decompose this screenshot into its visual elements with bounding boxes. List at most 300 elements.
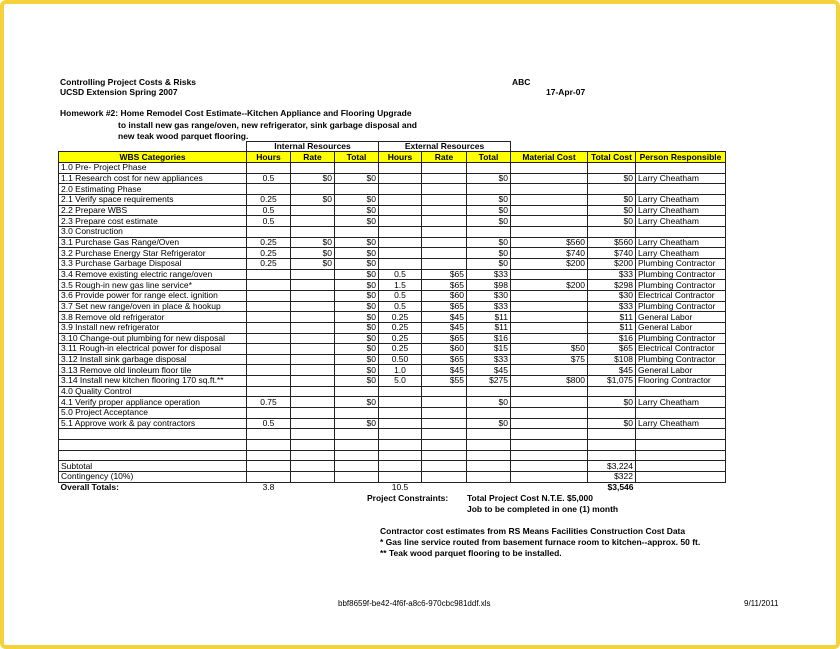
wbs-cell: 3.2 Purchase Energy Star Refrigerator	[59, 248, 247, 259]
total-cost-cell: $0	[588, 205, 636, 216]
external-rate-cell: $45	[422, 365, 467, 376]
table-row	[59, 333, 726, 344]
material-cost-cell	[511, 322, 588, 333]
external-total-cell: $15	[467, 344, 511, 355]
internal-rate-cell	[291, 376, 335, 387]
external-hours-cell	[379, 258, 422, 269]
total-cost-cell: $3,224	[588, 461, 636, 472]
person-responsible-cell	[636, 408, 726, 419]
wbs-cell: 3.9 Install new refrigerator	[59, 322, 247, 333]
external-rate-cell	[422, 386, 467, 397]
material-cost-cell	[511, 301, 588, 312]
internal-total-cell: $0	[335, 354, 379, 365]
internal-total-cell: $0	[335, 418, 379, 429]
wbs-cell: 1.1 Research cost for new appliances	[59, 173, 247, 184]
internal-hours-cell	[247, 354, 291, 365]
internal-rate-cell: $0	[291, 194, 335, 205]
person-responsible-cell: Plumbing Contractor	[636, 301, 726, 312]
material-cost-cell	[511, 269, 588, 280]
person-responsible-cell: Larry Cheatham	[636, 194, 726, 205]
material-cost-cell	[511, 472, 588, 483]
total-cost-cell: $0	[588, 397, 636, 408]
table-row	[59, 173, 726, 184]
external-hours-cell: 1.0	[379, 365, 422, 376]
internal-rate-cell	[291, 418, 335, 429]
internal-total-cell: $0	[335, 258, 379, 269]
internal-rate-cell	[291, 461, 335, 472]
external-hours-cell	[379, 173, 422, 184]
internal-hours-cell	[247, 269, 291, 280]
constraint-schedule: Job to be completed in one (1) month	[467, 504, 619, 514]
person-responsible-cell: Plumbing Contractor	[636, 333, 726, 344]
footer-print-date: 9/11/2011	[744, 599, 779, 608]
internal-hours-cell	[247, 226, 291, 237]
person-responsible-cell: Plumbing Contractor	[636, 269, 726, 280]
total-cost-cell	[588, 386, 636, 397]
internal-total-cell	[335, 461, 379, 472]
internal-total-cell	[335, 408, 379, 419]
material-cost-cell	[511, 408, 588, 419]
external-total-cell: $0	[467, 248, 511, 259]
internal-hours-cell: 0.25	[247, 237, 291, 248]
internal-total-cell	[335, 472, 379, 483]
external-total-cell	[467, 440, 511, 451]
external-hours-cell	[379, 248, 422, 259]
external-hours-cell	[379, 450, 422, 461]
external-hours-cell	[379, 205, 422, 216]
material-cost-cell	[511, 429, 588, 440]
external-hours-cell: 0.25	[379, 333, 422, 344]
external-total-cell: $275	[467, 376, 511, 387]
total-cost-cell: $16	[588, 333, 636, 344]
external-total-cell: $0	[467, 237, 511, 248]
external-rate-cell	[422, 440, 467, 451]
table-row	[59, 386, 726, 397]
person-responsible-cell: General Labor	[636, 365, 726, 376]
internal-rate-cell	[291, 226, 335, 237]
wbs-cell: 3.3 Purchase Garbage Disposal	[59, 258, 247, 269]
internal-rate-cell	[291, 408, 335, 419]
internal-hours-cell	[247, 365, 291, 376]
external-total-cell: $16	[467, 333, 511, 344]
total-cost-cell: $3,546	[607, 482, 634, 492]
total-cost-cell	[588, 440, 636, 451]
constraint-budget: Total Project Cost N.T.E. $5,000	[467, 493, 593, 503]
table-row	[59, 440, 726, 451]
internal-hours-cell: 0.25	[247, 194, 291, 205]
material-cost-cell: $740	[511, 248, 588, 259]
external-rate-cell: $60	[422, 344, 467, 355]
wbs-cell: Overall Totals:	[60, 482, 119, 492]
internal-hours-cell	[247, 163, 291, 174]
total-cost-cell: $33	[588, 301, 636, 312]
external-rate-cell: $45	[422, 312, 467, 323]
external-rate-cell: $65	[422, 301, 467, 312]
external-hours-cell	[379, 216, 422, 227]
wbs-cell: 2.2 Prepare WBS	[59, 205, 247, 216]
total-cost-cell: $0	[588, 194, 636, 205]
internal-hours-cell	[247, 333, 291, 344]
internal-rate-cell	[291, 269, 335, 280]
external-rate-cell: $45	[422, 322, 467, 333]
material-cost-cell	[511, 440, 588, 451]
total-cost-cell: $108	[588, 354, 636, 365]
total-cost-cell: $33	[588, 269, 636, 280]
external-hours-cell	[379, 184, 422, 195]
person-responsible-cell: Larry Cheatham	[636, 173, 726, 184]
external-rate-cell	[422, 472, 467, 483]
company-name: ABC	[512, 77, 531, 87]
wbs-cell: Contingency (10%)	[59, 472, 247, 483]
wbs-cell: 1.0 Pre- Project Phase	[59, 163, 247, 174]
column-header-external-rate: Rate	[422, 152, 467, 163]
external-hours-cell: 5.0	[379, 376, 422, 387]
external-total-cell: $0	[467, 194, 511, 205]
table-row	[59, 194, 726, 205]
table-row	[59, 418, 726, 429]
external-hours-cell	[379, 237, 422, 248]
course-term: UCSD Extension Spring 2007	[60, 87, 178, 97]
table-row	[59, 365, 726, 376]
internal-hours-cell	[247, 440, 291, 451]
external-hours-cell	[379, 418, 422, 429]
table-row	[59, 269, 726, 280]
internal-rate-cell: $0	[291, 248, 335, 259]
person-responsible-cell: Plumbing Contractor	[636, 354, 726, 365]
internal-hours-cell: 0.5	[247, 216, 291, 227]
material-cost-cell	[511, 194, 588, 205]
footnote-flooring: ** Teak wood parquet flooring to be installed.	[380, 548, 562, 558]
internal-total-cell: $0	[335, 216, 379, 227]
person-responsible-cell	[636, 482, 726, 492]
person-responsible-cell	[636, 163, 726, 174]
total-cost-cell: $0	[588, 418, 636, 429]
wbs-cell: 3.4 Remove existing electric range/oven	[59, 269, 247, 280]
external-hours-cell	[379, 226, 422, 237]
external-hours-cell	[379, 440, 422, 451]
external-hours-cell	[379, 408, 422, 419]
total-cost-cell: $30	[588, 290, 636, 301]
column-header-row	[59, 152, 726, 163]
external-total-cell	[467, 429, 511, 440]
external-hours-cell: 0.5	[379, 301, 422, 312]
internal-total-cell: $0	[335, 194, 379, 205]
external-rate-cell	[422, 461, 467, 472]
internal-total-cell: $0	[335, 205, 379, 216]
external-total-cell: $0	[467, 173, 511, 184]
internal-rate-cell: $0	[291, 237, 335, 248]
total-cost-cell: $65	[588, 344, 636, 355]
internal-hours-cell	[247, 429, 291, 440]
external-rate-cell	[422, 429, 467, 440]
material-cost-cell	[511, 418, 588, 429]
wbs-cell: 3.5 Rough-in new gas line service*	[59, 280, 247, 291]
material-cost-cell	[511, 216, 588, 227]
internal-rate-cell	[291, 482, 335, 492]
internal-hours-cell	[247, 386, 291, 397]
material-cost-cell	[511, 333, 588, 344]
person-responsible-cell: Larry Cheatham	[636, 248, 726, 259]
external-hours-cell	[379, 461, 422, 472]
wbs-cell: Subtotal	[59, 461, 247, 472]
document-date: 17-Apr-07	[546, 87, 586, 97]
table-row	[59, 205, 726, 216]
internal-rate-cell	[291, 333, 335, 344]
external-total-cell: $0	[467, 216, 511, 227]
total-cost-cell: $0	[588, 173, 636, 184]
internal-total-cell: $0	[335, 269, 379, 280]
internal-rate-cell	[291, 397, 335, 408]
material-cost-cell: $800	[511, 376, 588, 387]
material-cost-cell	[511, 386, 588, 397]
internal-hours-cell	[247, 450, 291, 461]
internal-total-cell: $0	[335, 376, 379, 387]
external-rate-cell	[422, 450, 467, 461]
internal-hours-cell	[247, 312, 291, 323]
column-header-material-cost: Material Cost	[511, 152, 588, 163]
external-total-cell	[467, 226, 511, 237]
internal-rate-cell	[291, 429, 335, 440]
external-rate-cell: $65	[422, 333, 467, 344]
internal-rate-cell: $0	[291, 258, 335, 269]
external-total-cell: $0	[467, 397, 511, 408]
internal-hours-cell	[247, 184, 291, 195]
internal-total-cell	[335, 226, 379, 237]
internal-total-cell: $0	[335, 290, 379, 301]
total-cost-cell: $740	[588, 248, 636, 259]
table-row	[59, 237, 726, 248]
external-total-cell	[467, 472, 511, 483]
footer-file-name: bbf8659f-be42-4f6f-a8c6-970cbc981ddf.xls	[338, 599, 491, 608]
internal-hours-cell	[247, 472, 291, 483]
internal-total-cell: $0	[335, 322, 379, 333]
internal-total-cell	[335, 429, 379, 440]
external-rate-cell: $65	[422, 280, 467, 291]
source-note: Contractor cost estimates from RS Means Facilities Construction Cost Data	[380, 526, 686, 536]
external-total-cell	[467, 163, 511, 174]
wbs-cell: 2.0 Estimating Phase	[59, 184, 247, 195]
external-rate-cell: $65	[422, 354, 467, 365]
material-cost-cell	[511, 450, 588, 461]
external-rate-cell	[422, 482, 467, 492]
internal-hours-cell	[247, 322, 291, 333]
column-header-total-cost: Total Cost	[588, 152, 636, 163]
total-cost-cell: $560	[588, 237, 636, 248]
external-rate-cell	[422, 237, 467, 248]
external-rate-cell	[422, 163, 467, 174]
total-cost-cell: $322	[588, 472, 636, 483]
external-total-cell	[467, 461, 511, 472]
external-total-cell: $98	[467, 280, 511, 291]
external-hours-cell: 0.5	[379, 269, 422, 280]
person-responsible-cell: Flooring Contractor	[636, 376, 726, 387]
wbs-cell: 2.3 Prepare cost estimate	[59, 216, 247, 227]
external-total-cell	[467, 408, 511, 419]
person-responsible-cell	[636, 472, 726, 483]
internal-total-cell: $0	[335, 333, 379, 344]
person-responsible-cell: Electrical Contractor	[636, 344, 726, 355]
external-rate-cell	[422, 258, 467, 269]
person-responsible-cell: Larry Cheatham	[636, 205, 726, 216]
external-total-cell	[467, 386, 511, 397]
column-header-wbs-categories: WBS Categories	[59, 152, 247, 163]
material-cost-cell	[511, 173, 588, 184]
internal-hours-cell: 3.8	[262, 482, 275, 492]
external-total-cell: $0	[467, 258, 511, 269]
internal-rate-cell	[291, 386, 335, 397]
wbs-cell: 3.13 Remove old linoleum floor tile	[59, 365, 247, 376]
footnote-gas-line: * Gas line service routed from basement furnace room to kitchen--approx. 50 ft.	[380, 537, 701, 547]
material-cost-cell	[511, 290, 588, 301]
wbs-cell: 3.0 Construction	[59, 226, 247, 237]
internal-hours-cell: 0.25	[247, 248, 291, 259]
total-cost-cell: $11	[588, 322, 636, 333]
external-rate-cell	[422, 248, 467, 259]
course-title: Controlling Project Costs & Risks	[60, 77, 197, 87]
material-cost-cell	[511, 461, 588, 472]
external-rate-cell	[422, 418, 467, 429]
external-hours-cell	[379, 386, 422, 397]
internal-rate-cell	[291, 365, 335, 376]
material-cost-cell	[511, 163, 588, 174]
internal-rate-cell	[291, 301, 335, 312]
table-row	[59, 397, 726, 408]
external-hours-cell: 0.50	[379, 354, 422, 365]
internal-hours-cell: 0.5	[247, 173, 291, 184]
table-row	[59, 472, 726, 483]
wbs-cell	[59, 429, 247, 440]
person-responsible-cell	[636, 461, 726, 472]
internal-hours-cell: 0.25	[247, 258, 291, 269]
total-cost-cell: $45	[588, 365, 636, 376]
internal-total-cell	[335, 482, 379, 492]
total-cost-cell	[588, 450, 636, 461]
internal-rate-cell	[291, 354, 335, 365]
internal-total-cell	[335, 386, 379, 397]
person-responsible-cell: Electrical Contractor	[636, 290, 726, 301]
material-cost-cell	[511, 226, 588, 237]
internal-hours-cell	[247, 290, 291, 301]
external-rate-cell	[422, 173, 467, 184]
external-rate-cell	[422, 216, 467, 227]
internal-total-cell: $0	[335, 312, 379, 323]
material-cost-cell: $75	[511, 354, 588, 365]
total-cost-cell	[588, 429, 636, 440]
external-total-cell: $30	[467, 290, 511, 301]
internal-total-cell	[335, 450, 379, 461]
internal-hours-cell	[247, 280, 291, 291]
total-cost-cell	[588, 226, 636, 237]
external-hours-cell: 0.5	[379, 290, 422, 301]
wbs-cell: 3.1 Purchase Gas Range/Oven	[59, 237, 247, 248]
person-responsible-cell: Larry Cheatham	[636, 418, 726, 429]
table-row	[59, 184, 726, 195]
external-total-cell: $11	[467, 312, 511, 323]
total-cost-cell	[588, 184, 636, 195]
external-rate-cell	[422, 184, 467, 195]
external-total-cell: $33	[467, 354, 511, 365]
group-header-row	[59, 142, 726, 152]
total-cost-cell: $298	[588, 280, 636, 291]
wbs-cell: 2.1 Verify space requirements	[59, 194, 247, 205]
external-rate-cell	[422, 194, 467, 205]
person-responsible-cell: Larry Cheatham	[636, 216, 726, 227]
total-cost-cell: $11	[588, 312, 636, 323]
internal-rate-cell	[291, 184, 335, 195]
external-hours-cell: 0.25	[379, 312, 422, 323]
person-responsible-cell: General Labor	[636, 322, 726, 333]
internal-hours-cell: 0.5	[247, 418, 291, 429]
internal-resources-header: Internal Resources	[247, 142, 379, 152]
wbs-cell: 3.11 Rough-in electrical power for disposal	[59, 344, 247, 355]
wbs-cell: 5.1 Approve work & pay contractors	[59, 418, 247, 429]
external-rate-cell	[422, 408, 467, 419]
external-hours-cell	[379, 429, 422, 440]
internal-rate-cell	[291, 450, 335, 461]
total-cost-cell	[588, 408, 636, 419]
internal-rate-cell	[291, 312, 335, 323]
total-cost-cell: $200	[588, 258, 636, 269]
internal-hours-cell	[247, 408, 291, 419]
wbs-cell	[59, 450, 247, 461]
external-rate-cell: $55	[422, 376, 467, 387]
overall-totals-row	[59, 482, 726, 492]
total-cost-cell: $1,075	[588, 376, 636, 387]
wbs-cell: 5.0 Project Acceptance	[59, 408, 247, 419]
external-resources-header: External Resources	[379, 142, 511, 152]
wbs-cell: 3.12 Install sink garbage disposal	[59, 354, 247, 365]
internal-rate-cell	[291, 290, 335, 301]
table-row	[59, 248, 726, 259]
group-header-spacer	[511, 142, 726, 152]
column-header-external-hours: Hours	[379, 152, 422, 163]
group-header-spacer	[59, 142, 247, 152]
table-row	[59, 322, 726, 333]
person-responsible-cell	[636, 226, 726, 237]
table-row	[59, 450, 726, 461]
person-responsible-cell	[636, 386, 726, 397]
table-row	[59, 226, 726, 237]
wbs-cell	[59, 440, 247, 451]
internal-hours-cell	[247, 461, 291, 472]
column-header-person-responsible: Person Responsible	[636, 152, 726, 163]
table-row	[59, 280, 726, 291]
material-cost-cell: $200	[511, 258, 588, 269]
homework-title: Homework #2: Home Remodel Cost Estimate--Kitchen Appliance and Flooring Upgrade	[60, 108, 412, 118]
external-total-cell	[467, 482, 511, 492]
internal-rate-cell	[291, 216, 335, 227]
table-row	[59, 461, 726, 472]
cost-estimate-table	[58, 141, 726, 492]
external-rate-cell	[422, 205, 467, 216]
internal-rate-cell	[291, 344, 335, 355]
homework-description-line-1: to install new gas range/oven, new refrigerator, sink garbage disposal and	[118, 120, 417, 130]
external-hours-cell: 1.5	[379, 280, 422, 291]
internal-total-cell: $0	[335, 397, 379, 408]
total-cost-cell	[588, 163, 636, 174]
wbs-cell: 3.10 Change-out plumbing for new disposal	[59, 333, 247, 344]
person-responsible-cell: Plumbing Contractor	[636, 280, 726, 291]
person-responsible-cell: Plumbing Contractor	[636, 258, 726, 269]
table-row	[59, 290, 726, 301]
internal-total-cell: $0	[335, 237, 379, 248]
external-rate-cell	[422, 226, 467, 237]
internal-total-cell: $0	[335, 173, 379, 184]
internal-hours-cell	[247, 376, 291, 387]
internal-total-cell: $0	[335, 344, 379, 355]
material-cost-cell	[511, 482, 588, 492]
wbs-cell: 4.1 Verify proper appliance operation	[59, 397, 247, 408]
